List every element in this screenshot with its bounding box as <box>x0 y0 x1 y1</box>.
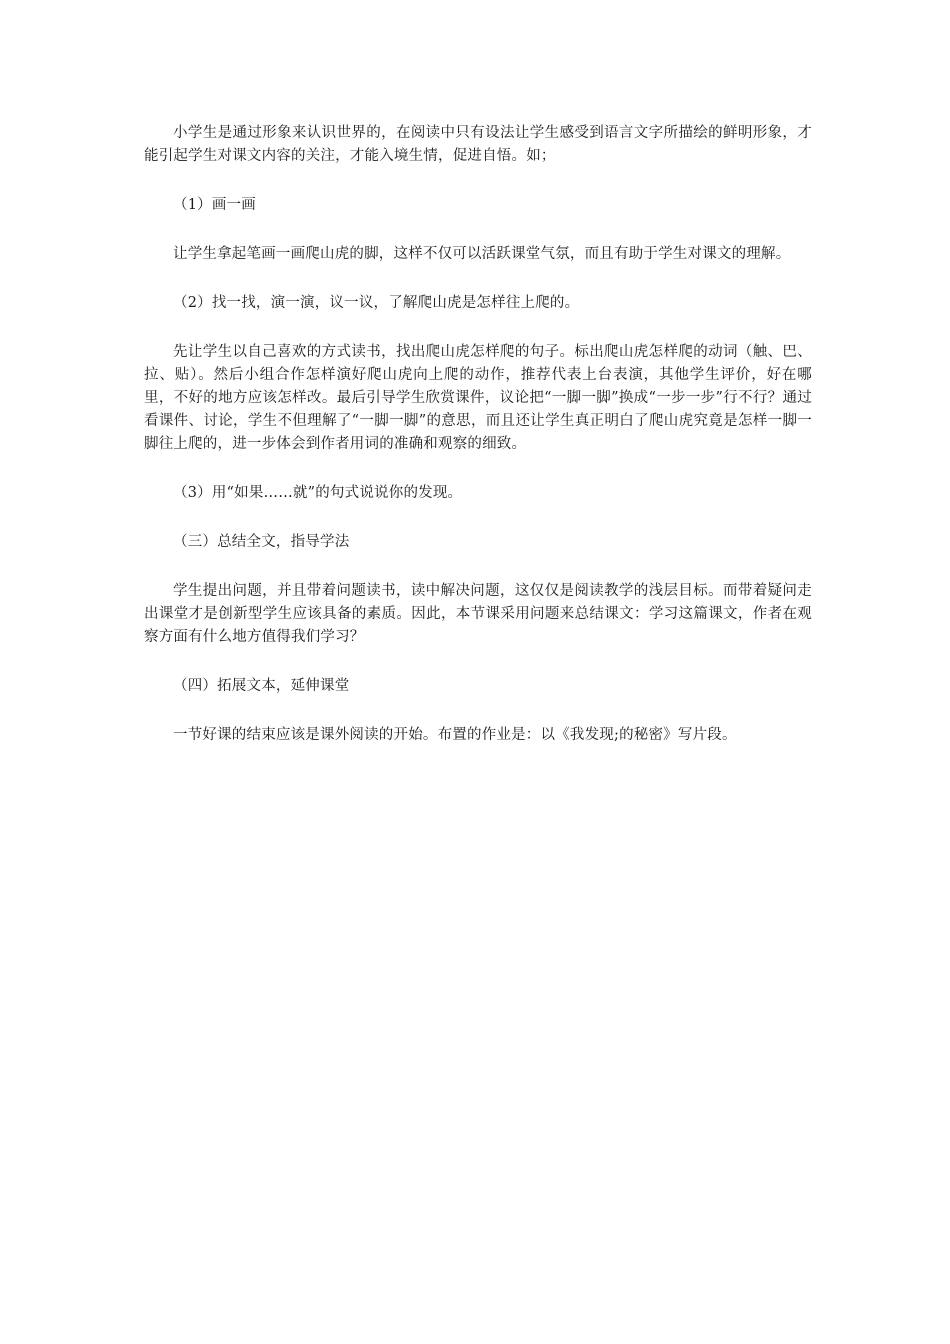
paragraph-extension: 一节好课的结束应该是课外阅读的开始。布置的作业是：以《我发现;的秘密》写片段。 <box>173 727 737 743</box>
paragraph-find-act-discuss: 先让学生以自己喜欢的方式读书，找出爬山虎怎样爬的句子。标出爬山虎怎样爬的动词（触、巴、拉、贴）。然后小组合作怎样演好爬山虎向上爬的动作，推荐代表上台表演，其他学生评价，好在哪里，不好的地方应该怎样改。最后引导学生欣赏课件，议论把“一脚一脚”换成“一步一步”行不行？通过看课件、讨论，学生不但理解了“一脚一脚”的意思，而且还让学生真正明白了爬山虎究竟是怎样一脚一脚往上爬的，进一步体会到作者用词的准确和观察的细致。 <box>144 344 812 452</box>
document-body <box>144 122 812 747</box>
paragraph-draw: 让学生拿起笔画一画爬山虎的脚，这样不仅可以活跃课堂气氛，而且有助于学生对课文的理解。 <box>173 246 791 262</box>
paragraph-intro: 小学生是通过形象来认识世界的，在阅读中只有设法让学生感受到语言文字所描绘的鲜明形象，才能引起学生对课文内容的关注，才能入境生情，促进自悟。如； <box>144 125 812 164</box>
heading-find-act-discuss: （2）找一找，演一演，议一议，了解爬山虎是怎样往上爬的。 <box>173 295 580 311</box>
heading-summary: （三）总结全文，指导学法 <box>173 534 350 550</box>
paragraph-summary: 学生提出问题，并且带着问题读书，读中解决问题，这仅仅是阅读教学的浅层目标。而带着疑问走出课堂才是创新型学生应该具备的素质。因此，本节课采用问题来总结课文：学习这篇课文，作者在观察方面有什么地方值得我们学习？ <box>144 583 812 645</box>
heading-extension: （四）拓展文本，延伸课堂 <box>173 678 350 694</box>
heading-if-then: （3）用“如果……就”的句式说说你的发现。 <box>173 485 463 501</box>
heading-draw: （1）画一画 <box>173 197 256 213</box>
